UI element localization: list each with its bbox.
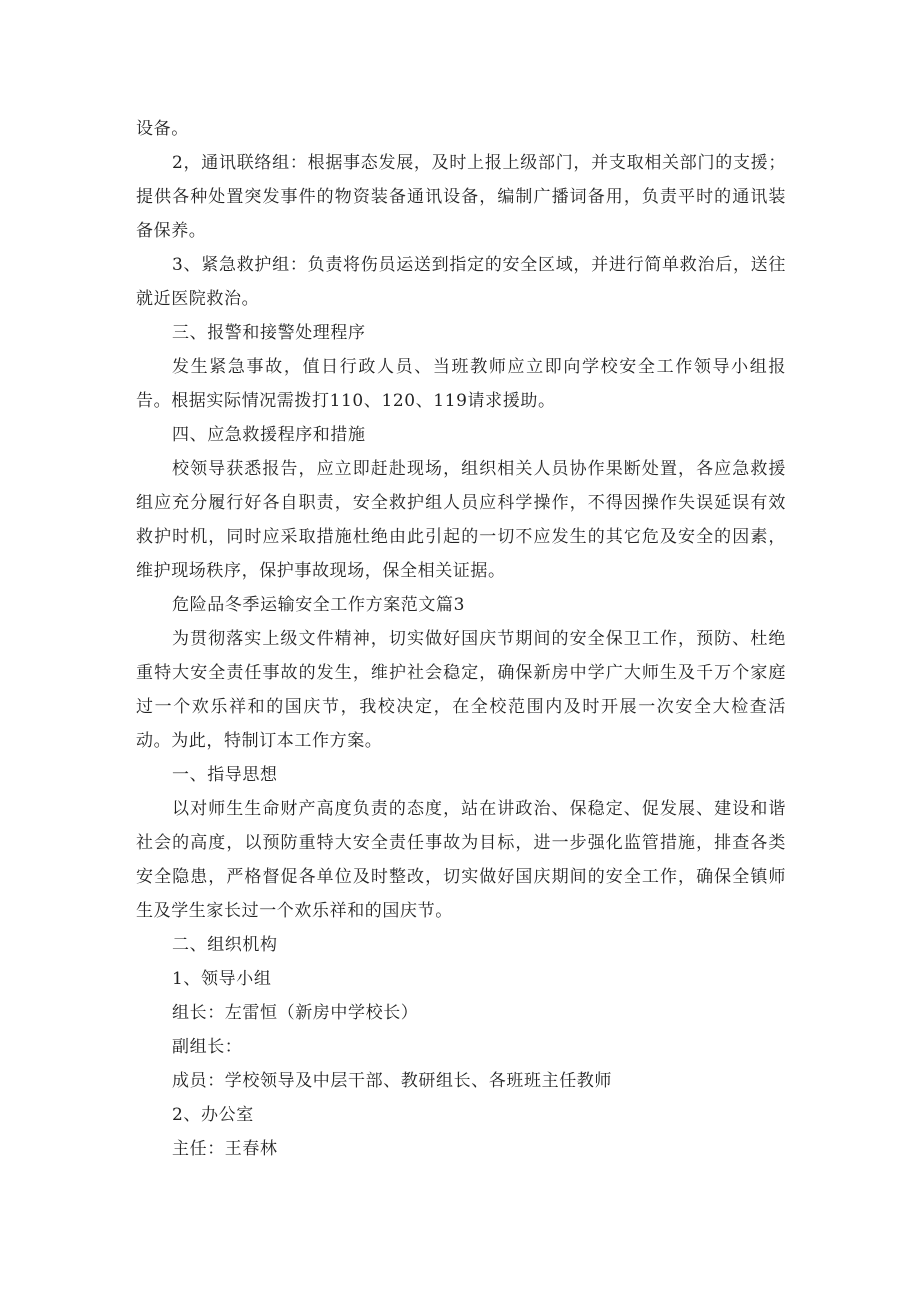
paragraph-guiding-ideology: 以对师生生命财产高度负责的态度，站在讲政治、保稳定、促发展、建设和谐社会的高度，以预防重特大安全责任事故为目标，进一步强化监管措施，排查各类安全隐患，严格督促各单位及时整改，切实做好国庆期间的安全工作，确保全镇师生及学生家长过一个欢乐祥和的国庆节。 — [136, 799, 786, 921]
subheading-leadership-group: 1、领导小组 — [172, 969, 272, 989]
section-heading-rescue: 四、应急救援程序和措施 — [172, 425, 366, 445]
line-group-leader: 组长：左雷恒（新房中学校长） — [172, 1003, 419, 1023]
line-members: 成员：学校领导及中层干部、教研组长、各班班主任教师 — [172, 1071, 612, 1091]
paragraph-alarm-procedure: 发生紧急事故，值日行政人员、当班教师应立即向学校安全工作领导小组报告。根据实际情况需拨打110、120、119请求援助。 — [136, 357, 786, 411]
paragraph-rescue-procedure: 校领导获悉报告，应立即赶赴现场，组织相关人员协作果断处置，各应急救援组应充分履行好各自职责，安全救护组人员应科学操作，不得因操作失误延误有效救护时机，同时应采取措施杜绝由此引起的一切不应发生的其它危及安全的因素，维护现场秩序，保护事故现场，保全相关证据。 — [136, 459, 786, 581]
paragraph-communication-group: 2，通讯联络组：根据事态发展，及时上报上级部门，并支取相关部门的支援；提供各种处置突发事件的物资装备通讯设备，编制广播词备用，负责平时的通讯装备保养。 — [136, 153, 786, 241]
subheading-office: 2、办公室 — [172, 1105, 254, 1125]
line-deputy-leader: 副组长： — [172, 1037, 243, 1057]
line-office-director: 主任：王春林 — [172, 1139, 278, 1159]
paragraph-continuation: 设备。 — [136, 119, 189, 139]
section-heading-alarm: 三、报警和接警处理程序 — [172, 323, 366, 343]
paragraph-first-aid-group: 3、紧急救护组：负责将伤员运送到指定的安全区域，并进行简单救治后，送往就近医院救治。 — [136, 255, 786, 309]
article-title: 危险品冬季运输安全工作方案范文篇3 — [172, 595, 466, 615]
document-body — [136, 112, 786, 1166]
paragraph-introduction: 为贯彻落实上级文件精神，切实做好国庆节期间的安全保卫工作，预防、杜绝重特大安全责任事故的发生，维护社会稳定，确保新房中学广大师生及千万个家庭过一个欢乐祥和的国庆节，我校决定，在全校范围内及时开展一次安全大检查活动。为此，特制订本工作方案。 — [136, 629, 786, 751]
section-heading-guiding-ideology: 一、指导思想 — [172, 765, 278, 785]
section-heading-organization: 二、组织机构 — [172, 935, 278, 955]
